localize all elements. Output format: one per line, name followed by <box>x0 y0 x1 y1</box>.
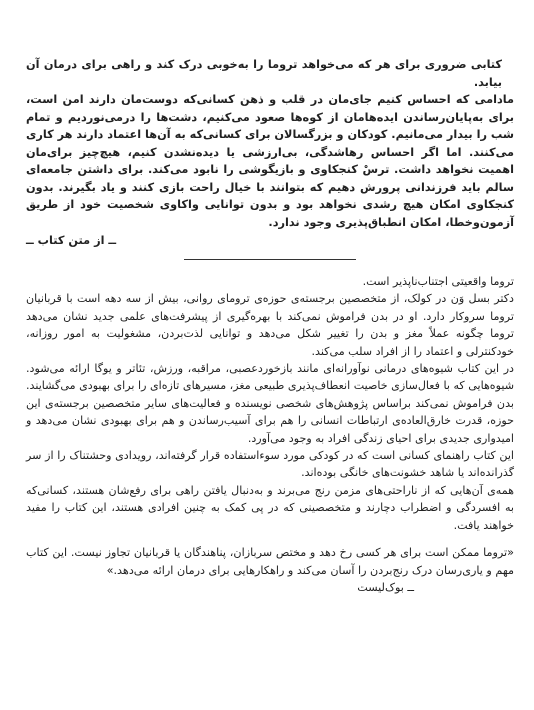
review-text: «تروما ممکن است برای هر کسی رخ دهد و مختص سربازان، پناهندگان یا قربانیان تجاوز نیست. این کتاب مهم و یاری‌رسان درک رنج‌بردن را آسان می‌کند و راهکارهایی برای درمان ارائه می‌دهد.» <box>26 546 514 577</box>
book-excerpt <box>26 56 514 231</box>
excerpt-headline: کتابی ضروری برای هر که می‌خواهد تروما را به‌خوبی درک کند و راهی برای درمان آن بیابد. <box>26 58 502 89</box>
review-quote <box>26 544 514 579</box>
description-paragraph: همه‌ی آن‌هایی که از ناراحتی‌های مزمن رنج می‌برند و به‌دنبال یافتن راهی برای رفع‌شان هستند، کسانی‌که به افسردگی و اضطراب دچارند و متخصصینی که در پی کمک به چنین افرادی هستند، این کتاب را مفید خواهند یافت. <box>26 483 514 532</box>
excerpt-source: ــ از متن کتاب ــ <box>26 234 117 247</box>
description-paragraph: تروما واقعیتی اجتناب‌ناپذیر است. <box>362 275 514 288</box>
review-source: ــ بوک‌لیست <box>357 581 414 595</box>
excerpt-body: مادامی که احساس کنیم جای‌مان در قلب و ذهن کسانی‌که دوست‌مان دارند امن است، برای به‌پایان‌رساندن ایده‌هامان از کوه‌ها صعود می‌کنیم، دشت‌ها را درمی‌نوردیم و تمام شب را بیدار می‌مانیم. کودکان و بزرگسالان برای کسانی‌که به آن‌ها اعتماد دارند هر کاری می‌کنند. اما اگر احساس رهاشدگی، بی‌ارزشی یا دیده‌نشدن کنیم، هیچ‌چیز برای‌مان اهمیت نخواهد داشت. ترسْ کنجکاوی و بازیگوشی را نابود می‌کند. برای داشتن جامعه‌ای سالم باید فرزندانی پرورش دهیم که بتوانند با خیال راحت بازی کنند و یاد بگیرند. بدون کنجکاوی امکان هیچ رشدی نخواهد بود و بدون توانایی واکاوی شخصیت خود از طریق آزمون‌وخطا، امکان انطباق‌پذیری وجود ندارد. <box>26 93 514 229</box>
description-paragraph: این کتاب راهنمای کسانی است که در کودکی مورد سوءاستفاده قرار گرفته‌اند، رویدادی وحشتناک را از سر گذرانده‌اند یا شاهد خشونت‌های خانگی بوده‌اند. <box>26 449 514 480</box>
description-paragraph: در این کتاب شیوه‌های درمانی نوآورانه‌ای مانند بازخوردعصبی، مراقبه، ورزش، تئاتر و یوگا ارائه می‌شود. شیوه‌هایی که با فعال‌سازی خاصیت انعطاف‌پذیری طبیعی مغز، مسیرهای تازه‌ای را برای بهبودی می‌گشایند. بدن فراموش نمی‌کند براساس پژوهش‌های شخصی نویسنده و فعالیت‌های سایر متخصصین برجسته‌ی این حوزه، قدرت خارق‌العاده‌ی ارتباطات انسانی را هم برای آسیب‌رساندن و هم برای بهبودی نشان می‌دهد و امیدواری جدیدی برای احیای زندگی افراد به وجود می‌آورد. <box>26 362 514 445</box>
book-description <box>26 273 514 534</box>
section-divider <box>184 259 356 260</box>
description-paragraph: دکتر بسل وَن در کولک، از متخصصین برجسته‌ی حوزه‌ی ترومای روانی، بیش از سه دهه است با قربانیان تروما سروکار دارد. او در بدن فراموش نمی‌کند با بهره‌گیری از پیشرفت‌های علمی جدید نشان می‌دهد تروما چگونه عملاً مغز و بدن را تغییر شکل می‌دهد و توانایی لذت‌بردن، مشغولیت به امور روزانه، خودکنترلی و اعتماد را از افراد سلب می‌کند. <box>26 292 514 358</box>
